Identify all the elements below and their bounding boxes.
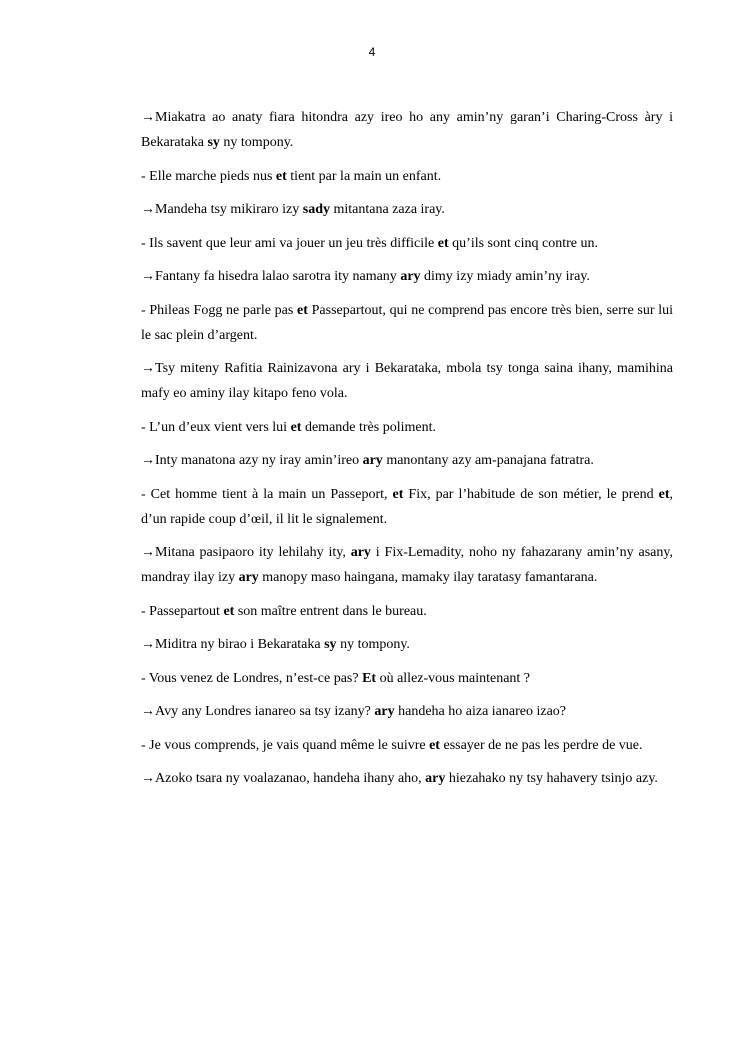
conjunction-highlight: sady: [302, 202, 330, 217]
text-run: →Miditra ny birao i Bekarataka: [141, 637, 325, 652]
text-run: →Inty manatona azy ny iray amin’ireo: [141, 453, 363, 468]
text-run: i Fix-Lemadity, noho ny fahazarany amin’ny asany, mandray ilay izy: [141, 545, 673, 585]
conjunction-highlight: et: [392, 486, 404, 502]
text-run: manopy maso haingana, mamaky ilay taratasy famantarana.: [258, 570, 598, 585]
conjunction-highlight: et: [658, 486, 670, 502]
document-body: [141, 105, 673, 800]
conjunction-highlight: et: [275, 168, 287, 184]
conjunction-highlight: et: [429, 737, 440, 753]
text-run: essayer de ne pas les perdre de vue.: [439, 737, 643, 753]
text-run: →Fantany fa hisedra lalao sarotra ity namany: [141, 269, 401, 284]
page-number: 4: [368, 45, 376, 59]
conjunction-highlight: ary: [238, 570, 259, 585]
conjunction-highlight: ary: [425, 771, 446, 786]
text-run: - Ils savent que leur ami va jouer un jeu très difficile: [141, 235, 438, 251]
text-run: handeha ho aiza ianareo izao?: [394, 704, 567, 719]
text-run: - Elle marche pieds nus: [141, 168, 276, 184]
conjunction-highlight: ary: [362, 453, 383, 468]
text-run: - Phileas Fogg ne parle pas: [141, 302, 298, 318]
french-paragraph: [141, 733, 673, 758]
text-run: hiezahako ny tsy hahavery tsinjo azy.: [445, 771, 658, 786]
malagasy-paragraph: [141, 766, 673, 791]
text-run: - Passepartout: [141, 603, 224, 619]
malagasy-paragraph: [141, 105, 673, 155]
french-paragraph: [141, 599, 673, 624]
text-run: →Mandeha tsy mikiraro izy: [141, 202, 303, 217]
conjunction-highlight: sy: [324, 637, 337, 652]
text-run: Passepartout, qui ne comprend pas encore très bien, serre sur lui le sac plein d’argent.: [141, 302, 673, 343]
text-run: →Mitana pasipaoro ity lehilahy ity,: [141, 545, 351, 560]
french-paragraph: [141, 298, 673, 348]
text-run: son maître entrent dans le bureau.: [234, 603, 427, 619]
conjunction-highlight: ary: [400, 269, 421, 284]
conjunction-highlight: et: [297, 302, 308, 318]
text-run: - L’un d’eux vient vers lui: [141, 419, 291, 435]
conjunction-highlight: sy: [207, 135, 220, 150]
conjunction-highlight: ary: [374, 704, 395, 719]
malagasy-paragraph: [141, 540, 673, 590]
text-run: demande très poliment.: [301, 419, 436, 435]
text-run: manontany azy am-panajana fatratra.: [382, 453, 594, 468]
text-run: tient par la main un enfant.: [286, 168, 442, 184]
text-run: Fix, par l’habitude de son métier, le prend: [403, 486, 659, 502]
malagasy-paragraph: [141, 632, 673, 657]
text-run: où allez-vous maintenant ?: [376, 670, 531, 686]
text-run: →Miakatra ao anaty fiara hitondra azy ireo ho any amin’ny garan’i Charing-Cross àry i Bekarataka: [141, 110, 673, 150]
text-run: →Tsy miteny Rafitia Rainizavona ary i Bekarataka, mbola tsy tonga saina ihany, mamihina mafy eo aminy ilay kitapo feno vola.: [141, 361, 673, 401]
malagasy-paragraph: [141, 356, 673, 406]
text-run: →Azoko tsara ny voalazanao, handeha ihany aho,: [141, 771, 426, 786]
french-paragraph: [141, 164, 673, 189]
text-run: ny tompony.: [336, 637, 410, 652]
text-run: - Cet homme tient à la main un Passeport,: [141, 486, 393, 502]
text-run: - Je vous comprends, je vais quand même le suivre: [141, 737, 430, 753]
malagasy-paragraph: [141, 264, 673, 289]
text-run: qu’ils sont cinq contre un.: [448, 235, 598, 251]
conjunction-highlight: Et: [362, 670, 377, 686]
malagasy-paragraph: [141, 448, 673, 473]
malagasy-paragraph: [141, 197, 673, 222]
malagasy-paragraph: [141, 699, 673, 724]
text-run: - Vous venez de Londres, n’est-ce pas?: [141, 670, 363, 686]
conjunction-highlight: et: [437, 235, 449, 251]
french-paragraph: [141, 231, 673, 256]
french-paragraph: [141, 666, 673, 691]
french-paragraph: [141, 482, 673, 532]
conjunction-highlight: et: [290, 419, 302, 435]
conjunction-highlight: et: [223, 603, 235, 619]
text-run: →Avy any Londres ianareo sa tsy izany?: [141, 704, 375, 719]
text-run: dimy izy miady amin’ny iray.: [420, 269, 590, 284]
text-run: , d’un rapide coup d’œil, il lit le signalement.: [141, 486, 674, 527]
french-paragraph: [141, 415, 673, 440]
conjunction-highlight: ary: [350, 545, 371, 560]
text-run: mitantana zaza iray.: [329, 202, 445, 217]
text-run: ny tompony.: [219, 135, 294, 150]
